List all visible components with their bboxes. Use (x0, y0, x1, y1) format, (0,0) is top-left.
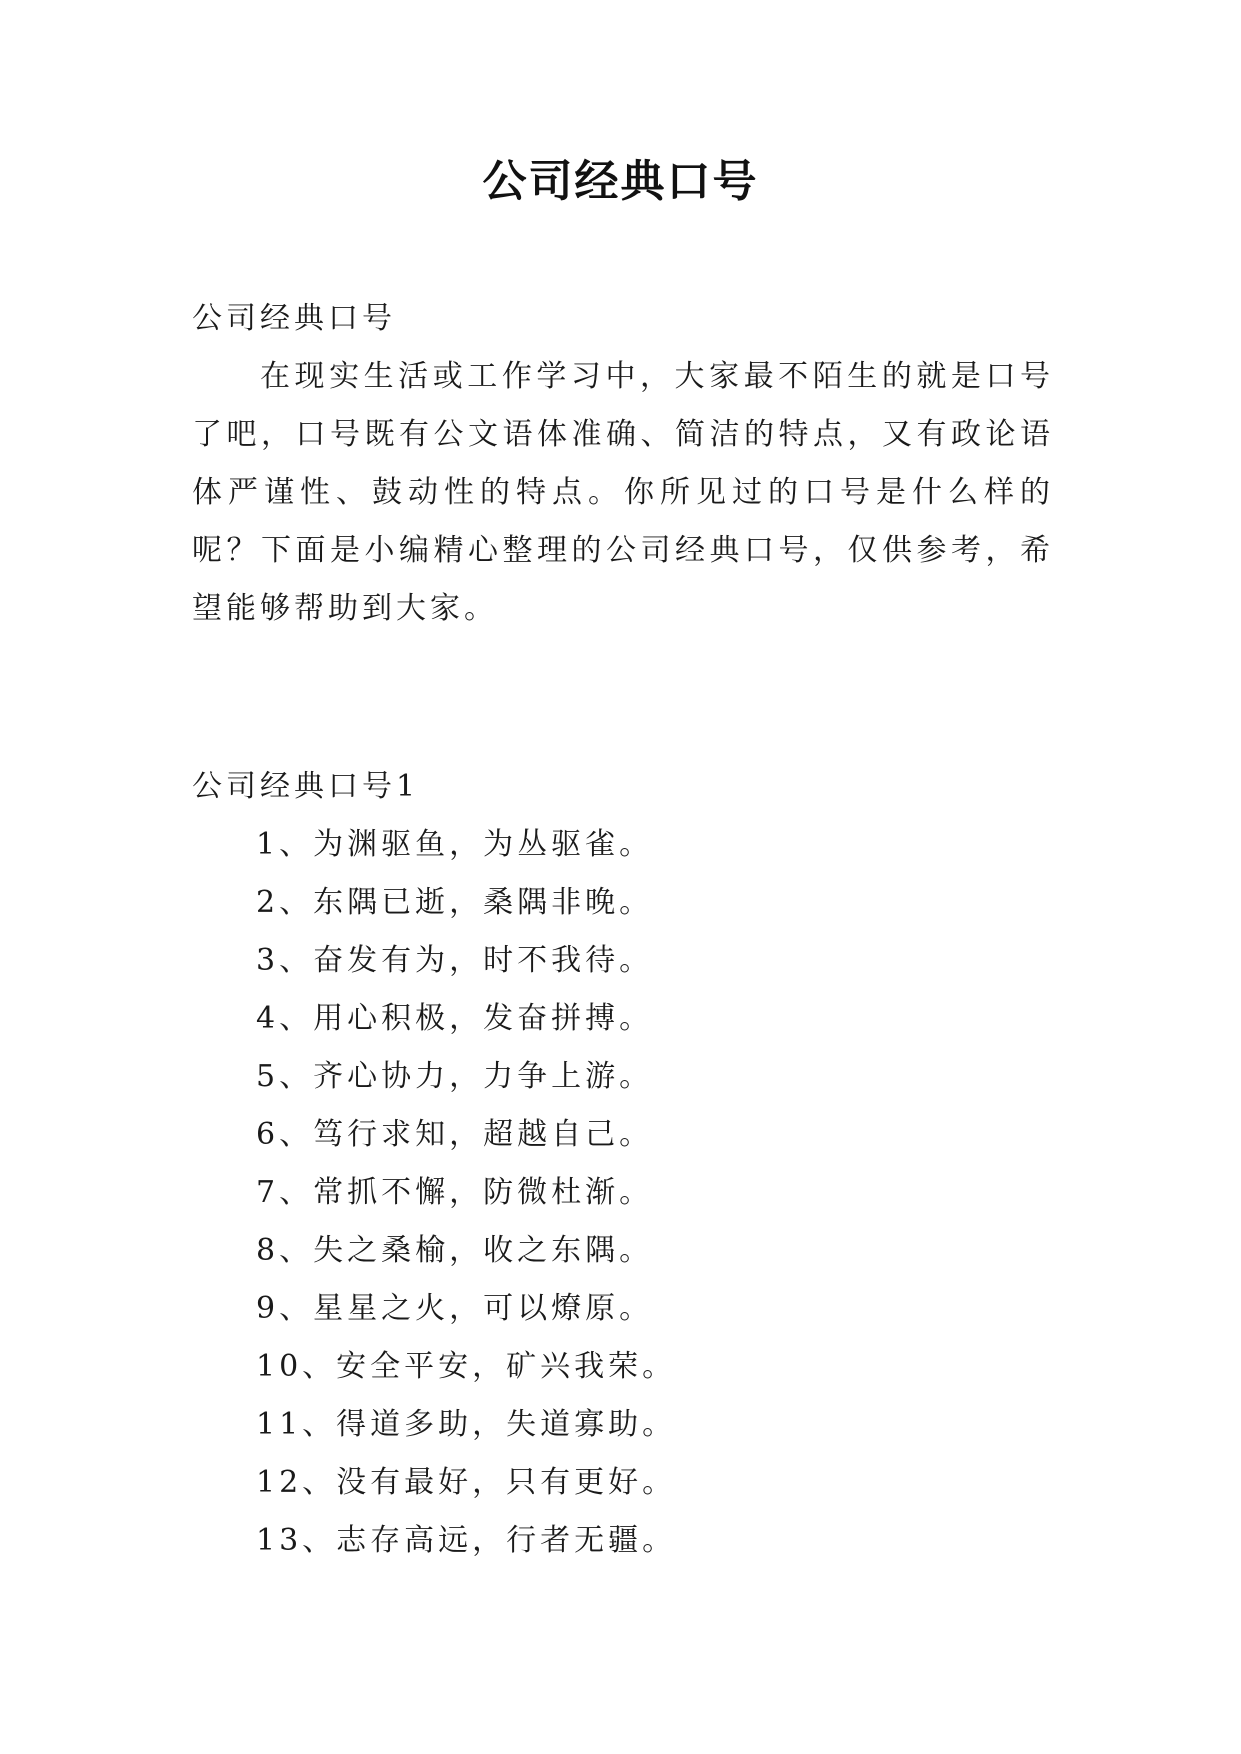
list-item: 4、用心积极，发奋拼搏。 (256, 1001, 654, 1036)
list-item: 10、安全平安，矿兴我荣。 (256, 1349, 677, 1384)
intro-paragraph: 在现实生活或工作学习中，大家最不陌生的就是口号了吧，口号既有公文语体准确、简洁的特点，又有政论语体严谨性、鼓动性的特点。你所见过的口号是什么样的呢？下面是小编精心整理的公司经典口号，仅供参考，希望能够帮助到大家。 (192, 359, 1054, 626)
document-body (192, 290, 1054, 1570)
list-item: 2、东隅已逝，桑隅非晚。 (256, 885, 654, 920)
section-heading: 公司经典口号1 (192, 769, 420, 804)
list-item: 11、得道多助，失道寡助。 (256, 1407, 677, 1442)
intro-heading: 公司经典口号 (192, 301, 396, 336)
list-item: 5、齐心协力，力争上游。 (256, 1059, 654, 1094)
list-item: 6、笃行求知，超越自己。 (256, 1117, 654, 1152)
list-item: 3、奋发有为，时不我待。 (256, 943, 654, 978)
list-item: 9、星星之火，可以燎原。 (256, 1291, 654, 1326)
list-item: 7、常抓不懈，防微杜渐。 (256, 1175, 654, 1210)
list-item: 12、没有最好，只有更好。 (256, 1465, 677, 1500)
list-item: 1、为渊驱鱼，为丛驱雀。 (256, 827, 654, 862)
list-item: 13、志存高远，行者无疆。 (256, 1523, 677, 1558)
slogan-list (192, 816, 1054, 1570)
document-title: 公司经典口号 (482, 156, 759, 207)
list-item: 8、失之桑榆，收之东隅。 (256, 1233, 654, 1268)
